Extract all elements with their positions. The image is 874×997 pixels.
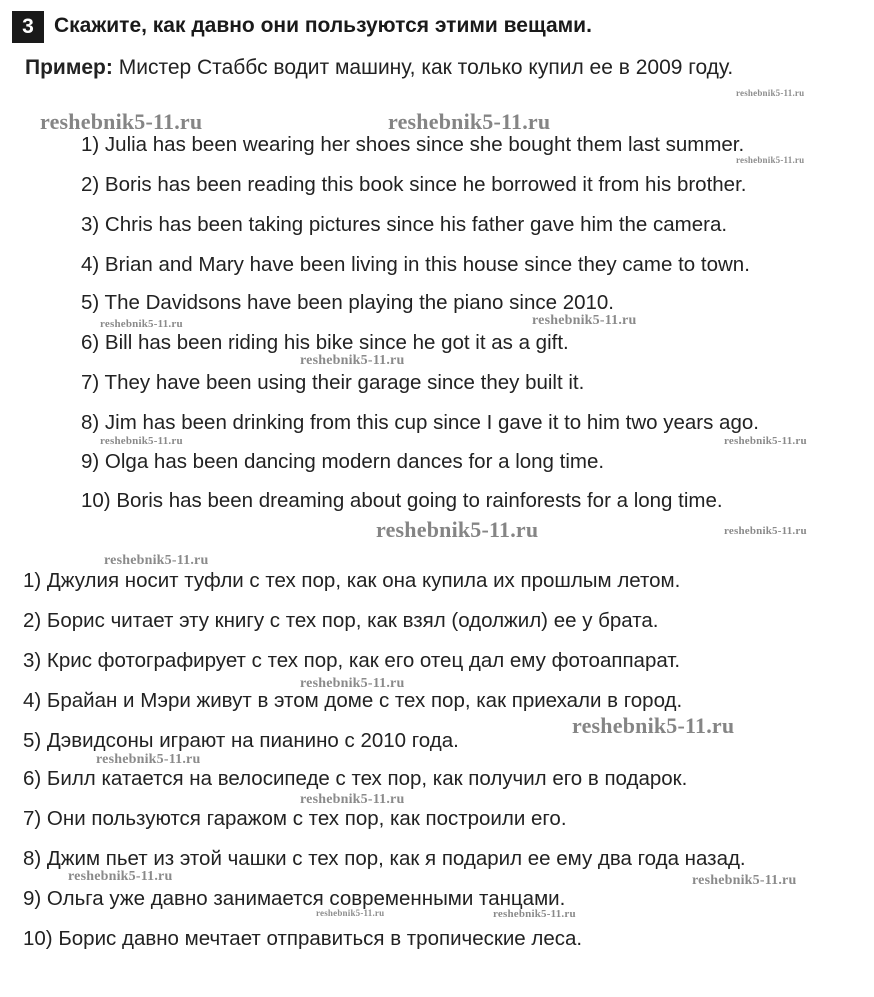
english-answer-1: 1) Julia has been wearing her shoes since she bought them last summer. — [81, 133, 745, 156]
russian-translation-9: 9) Ольга уже давно занимается современными танцами. — [23, 887, 566, 910]
watermark: reshebnik5-11.ru — [100, 318, 183, 330]
watermark: reshebnik5-11.ru — [68, 869, 173, 884]
watermark: reshebnik5-11.ru — [493, 908, 576, 920]
watermark: reshebnik5-11.ru — [96, 752, 201, 767]
russian-translation-2: 2) Борис читает эту книгу с тех пор, как взял (одолжил) ее у брата. — [23, 609, 659, 632]
russian-translation-5: 5) Дэвидсоны играют на пианино с 2010 года. — [23, 729, 459, 752]
watermark: reshebnik5-11.ru — [724, 435, 807, 447]
exercise-number: 3 — [12, 11, 44, 43]
russian-translation-1: 1) Джулия носит туфли с тех пор, как она купила их прошлым летом. — [23, 569, 681, 592]
example-text: Мистер Стаббс водит машину, как только купил ее в 2009 году. — [118, 56, 734, 79]
russian-translation-7: 7) Они пользуются гаражом с тех пор, как построили его. — [23, 807, 567, 830]
english-answer-10: 10) Boris has been dreaming about going to rainforests for a long time. — [81, 489, 723, 512]
watermark: reshebnik5-11.ru — [300, 676, 405, 691]
exercise-title: Скажите, как давно они пользуются этими вещами. — [54, 14, 592, 37]
english-answer-7: 7) They have been using their garage since they built it. — [81, 371, 585, 394]
english-answer-4: 4) Brian and Mary have been living in this house since they came to town. — [81, 253, 750, 276]
english-answer-6: 6) Bill has been riding his bike since he got it as a gift. — [81, 331, 569, 354]
example-label: Пример: — [25, 56, 113, 79]
russian-translation-4: 4) Брайан и Мэри живут в этом доме с тех пор, как приехали в город. — [23, 689, 683, 712]
watermark: reshebnik5-11.ru — [572, 713, 735, 738]
watermark: reshebnik5-11.ru — [40, 109, 203, 134]
watermark: reshebnik5-11.ru — [736, 155, 805, 165]
watermark: reshebnik5-11.ru — [376, 517, 539, 542]
watermark: reshebnik5-11.ru — [104, 553, 209, 568]
watermark: reshebnik5-11.ru — [100, 435, 183, 447]
watermark: reshebnik5-11.ru — [692, 873, 797, 888]
watermark: reshebnik5-11.ru — [388, 109, 551, 134]
example-line — [25, 56, 733, 80]
english-answer-3: 3) Chris has been taking pictures since his father gave him the camera. — [81, 213, 728, 236]
russian-translation-10: 10) Борис давно мечтает отправиться в тропические леса. — [23, 927, 583, 950]
russian-translation-6: 6) Билл катается на велосипеде с тех пор, как получил его в подарок. — [23, 767, 688, 790]
watermark: reshebnik5-11.ru — [300, 353, 405, 368]
english-answer-8: 8) Jim has been drinking from this cup since I gave it to him two years ago. — [81, 411, 759, 434]
watermark: reshebnik5-11.ru — [532, 313, 637, 328]
watermark: reshebnik5-11.ru — [724, 525, 807, 537]
english-answer-2: 2) Boris has been reading this book since he borrowed it from his brother. — [81, 173, 747, 196]
watermark: reshebnik5-11.ru — [300, 792, 405, 807]
english-answer-9: 9) Olga has been dancing modern dances for a long time. — [81, 450, 605, 473]
russian-translation-3: 3) Крис фотографирует с тех пор, как его отец дал ему фотоаппарат. — [23, 649, 681, 672]
watermark: reshebnik5-11.ru — [316, 908, 385, 918]
watermark: reshebnik5-11.ru — [736, 88, 805, 98]
russian-translation-8: 8) Джим пьет из этой чашки с тех пор, как я подарил ее ему два года назад. — [23, 847, 746, 870]
english-answer-5: 5) The Davidsons have been playing the piano since 2010. — [81, 291, 614, 314]
